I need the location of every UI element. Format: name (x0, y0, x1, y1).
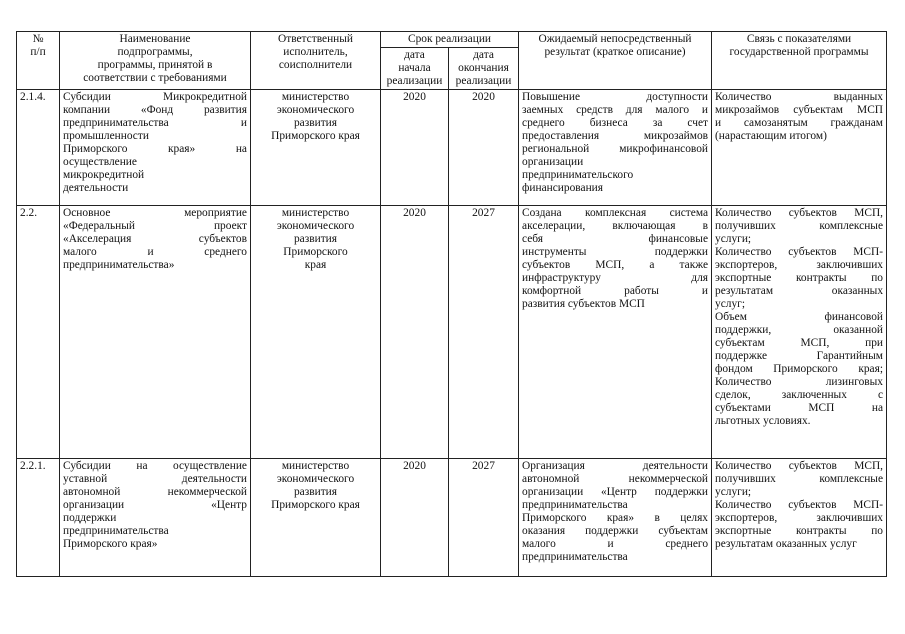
row-number (17, 206, 60, 459)
cell-line: результатам оказанных услуг (715, 538, 857, 550)
cell-line: фондом Приморского края; (715, 363, 884, 375)
cell-line: среднего бизнеса за счет (522, 117, 709, 129)
cell-line: предпринимательского (522, 169, 634, 181)
cell-line: Количество субъектов МСП- (715, 499, 884, 511)
cell-line: малого и среднего (63, 246, 247, 258)
cell-line: получивших комплексные (715, 473, 884, 485)
header-line: соисполнители (278, 59, 353, 71)
cell-line: заемных средств для малого и (522, 104, 709, 116)
row-result (519, 206, 712, 459)
row-start-date (381, 90, 449, 206)
cell-line: предпринимательства (522, 499, 628, 511)
row-indicators (712, 90, 887, 206)
cell-line: предпринимательства (522, 551, 628, 563)
cell-line: организации «Центр (63, 499, 247, 511)
cell-text: 2020 (472, 91, 495, 103)
cell-line: Количество лизинговых (715, 376, 884, 388)
cell-line: экономического (276, 473, 355, 485)
cell-line: Основное мероприятие (63, 207, 247, 219)
header-line: дата (404, 49, 425, 61)
cell-line: развития (293, 233, 338, 245)
header-line: соответствии с требованиями (83, 72, 227, 84)
header-line: исполнитель, (283, 46, 348, 58)
row-number (17, 459, 60, 577)
cell-line: края (304, 259, 327, 271)
cell-line: Приморского (283, 246, 348, 258)
row-executor (251, 206, 381, 459)
cell-text: 2027 (472, 207, 495, 219)
cell-line: услуги; (715, 486, 752, 498)
cell-line: субъектов МСП, а также (522, 259, 709, 271)
cell-line: экспортеров, заключивших (715, 512, 884, 524)
cell-line: поддержке Гарантийным (715, 350, 884, 362)
header-line: реализации (386, 75, 443, 87)
header-line: Ожидаемый непосредственный (538, 33, 692, 45)
row-executor (251, 90, 381, 206)
cell-line: услуг; (715, 298, 745, 310)
cell-line: экспортные контракты по (715, 272, 884, 284)
row-number (17, 90, 60, 206)
cell-line: сделок, заключенных с (715, 389, 884, 401)
document-page (16, 31, 886, 577)
header-line: результат (краткое описание) (544, 46, 686, 58)
cell-line: Повышение доступности (522, 91, 709, 103)
cell-line: развития (293, 486, 338, 498)
header-line: программы, принятой в (97, 59, 213, 71)
cell-line: предоставления микрозаймов (522, 130, 709, 142)
header-num (17, 32, 60, 90)
header-line: Наименование (119, 33, 191, 45)
table-row (17, 206, 887, 459)
cell-line: экономического (276, 220, 355, 232)
cell-line: малого и среднего (522, 538, 709, 550)
cell-line: Субсидии на осуществление (63, 460, 247, 472)
cell-text: 2.2.1. (20, 460, 46, 472)
header-name (60, 32, 251, 90)
cell-line: Количество выданных (715, 91, 884, 103)
cell-line: микрозаймов субъектам МСП (715, 104, 884, 116)
cell-line: комфортной работы и (522, 285, 709, 297)
header-executor (251, 32, 381, 90)
table-row (17, 459, 887, 577)
header-line: п/п (30, 46, 46, 58)
header-line: Ответственный (277, 33, 354, 45)
table-body (17, 90, 887, 577)
cell-line: организации «Центр поддержки (522, 486, 709, 498)
cell-line: поддержки (63, 512, 117, 524)
cell-line: компании «Фонд развития (63, 104, 247, 116)
row-end-date (449, 459, 519, 577)
header-line: окончания (458, 62, 509, 74)
cell-line: результатам оказанных (715, 285, 884, 297)
cell-line: министерство (281, 460, 350, 472)
header-period: Срок реализации (381, 32, 519, 48)
cell-line: «Акселерация субъектов (63, 233, 247, 245)
header-line: реализации (455, 75, 512, 87)
row-result (519, 459, 712, 577)
header-link (712, 32, 887, 90)
cell-line: предпринимательства (63, 525, 169, 537)
cell-line: субъектами МСП на (715, 402, 884, 414)
row-end-date (449, 90, 519, 206)
cell-line: инструменты поддержки (522, 246, 709, 258)
cell-text: 2020 (403, 207, 426, 219)
table-header (17, 32, 887, 90)
row-indicators (712, 206, 887, 459)
cell-line: инфраструктуру для (522, 272, 709, 284)
header-line: № (32, 33, 44, 45)
cell-line: акселерации, включающая в (522, 220, 709, 232)
cell-line: региональной микрофинансовой (522, 143, 709, 155)
cell-line: микрокредитной (63, 169, 145, 181)
cell-line: (нарастающим итогом) (715, 130, 827, 142)
cell-line: и самозанятым гражданам (715, 117, 884, 129)
cell-line: субъектам МСП, при (715, 337, 884, 349)
cell-text: 2020 (403, 460, 426, 472)
header-line: Связь с показателями (746, 33, 852, 45)
cell-line: льготных условиях. (715, 415, 811, 427)
cell-line: экономического (276, 104, 355, 116)
cell-line: Количество субъектов МСП, (715, 207, 884, 219)
row-end-date (449, 206, 519, 459)
cell-line: министерство (281, 207, 350, 219)
cell-text: 2027 (472, 460, 495, 472)
cell-line: развития субъектов МСП (522, 298, 645, 310)
cell-line: Субсидии Микрокредитной (63, 91, 247, 103)
cell-line: уставной деятельности (63, 473, 247, 485)
cell-line: развития (293, 117, 338, 129)
header-line: государственной программы (729, 46, 869, 58)
cell-text: 2.2. (20, 207, 38, 219)
cell-line: Количество субъектов МСП- (715, 246, 884, 258)
cell-line: Организация деятельности (522, 460, 709, 472)
cell-line: предпринимательства» (63, 259, 175, 271)
cell-line: Создана комплексная система (522, 207, 709, 219)
header-line: подпрограммы, (117, 46, 193, 58)
cell-line: экспортеров, заключивших (715, 259, 884, 271)
cell-line: оказания поддержки субъектам (522, 525, 709, 537)
cell-line: услуги; (715, 233, 752, 245)
cell-line: министерство (281, 91, 350, 103)
cell-text: 2.1.4. (20, 91, 46, 103)
cell-line: экспортные контракты по (715, 525, 884, 537)
cell-line: автономной некоммерческой (63, 486, 247, 498)
row-name (60, 459, 251, 577)
cell-line: деятельности (63, 182, 129, 194)
row-name (60, 206, 251, 459)
cell-line: осуществление (63, 156, 137, 168)
header-line: дата (473, 49, 494, 61)
cell-line: финансирования (522, 182, 603, 194)
header-end (449, 48, 519, 90)
cell-text: 2020 (403, 91, 426, 103)
cell-line: Объем финансовой (715, 311, 884, 323)
cell-line: организации (522, 156, 584, 168)
row-result (519, 90, 712, 206)
program-table (16, 31, 887, 577)
header-result (519, 32, 712, 90)
cell-line: «Федеральный проект (63, 220, 247, 232)
row-start-date (381, 206, 449, 459)
row-indicators (712, 459, 887, 577)
row-executor (251, 459, 381, 577)
table-row (17, 90, 887, 206)
cell-line: автономной некоммерческой (522, 473, 709, 485)
cell-line: Приморского края» на (63, 143, 247, 155)
cell-line: поддержки, оказанной (715, 324, 884, 336)
header-line: начала (398, 62, 431, 74)
cell-line: Приморского края (271, 130, 360, 142)
cell-line: Приморского края (271, 499, 360, 511)
row-start-date (381, 459, 449, 577)
header-start (381, 48, 449, 90)
cell-line: Приморского края» (63, 538, 158, 550)
row-name (60, 90, 251, 206)
cell-line: Приморского края» в целях (522, 512, 709, 524)
cell-line: себя финансовые (522, 233, 709, 245)
cell-line: промышленности (63, 130, 149, 142)
cell-line: предпринимательства и (63, 117, 247, 129)
cell-line: Количество субъектов МСП, (715, 460, 884, 472)
cell-line: получивших комплексные (715, 220, 884, 232)
